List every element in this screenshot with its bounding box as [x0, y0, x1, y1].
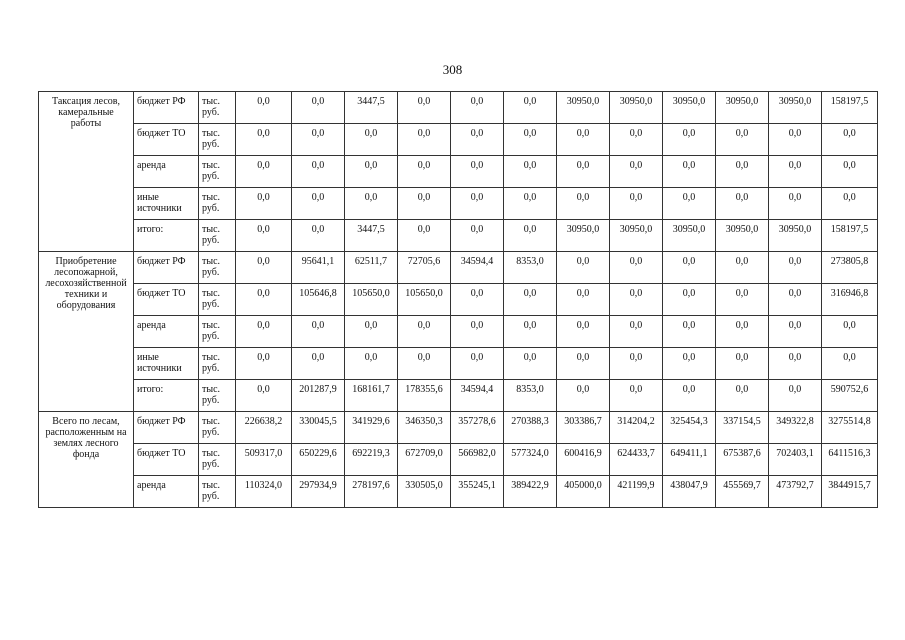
value-cell: 0,0	[557, 252, 610, 284]
value-cell: 0,0	[610, 188, 663, 220]
table-row	[39, 412, 878, 444]
value-cell: 624433,7	[610, 444, 663, 476]
value-cell: 178355,6	[398, 380, 451, 412]
value-cell: 8353,0	[504, 380, 557, 412]
value-cell: 30950,0	[716, 92, 769, 124]
value-cell: 0,0	[451, 156, 504, 188]
value-cell: 0,0	[236, 380, 292, 412]
value-cell: 0,0	[716, 188, 769, 220]
value-cell: 0,0	[557, 188, 610, 220]
table-row	[39, 156, 878, 188]
table-row	[39, 284, 878, 316]
value-cell: 30950,0	[769, 92, 822, 124]
funding-source: бюджет ТО	[134, 444, 199, 476]
value-cell: 0,0	[557, 316, 610, 348]
value-cell: 672709,0	[398, 444, 451, 476]
value-cell: 357278,6	[451, 412, 504, 444]
table-row	[39, 380, 878, 412]
value-cell: 0,0	[610, 284, 663, 316]
value-cell: 0,0	[557, 380, 610, 412]
value-cell: 0,0	[236, 348, 292, 380]
value-cell: 0,0	[292, 188, 345, 220]
unit-cell: тыс. руб.	[199, 188, 236, 220]
value-cell: 473792,7	[769, 476, 822, 508]
value-cell: 0,0	[236, 92, 292, 124]
table-row	[39, 92, 878, 124]
value-cell: 0,0	[504, 284, 557, 316]
value-cell: 297934,9	[292, 476, 345, 508]
unit-cell: тыс. руб.	[199, 252, 236, 284]
value-cell: 325454,3	[663, 412, 716, 444]
value-cell: 0,0	[292, 124, 345, 156]
unit-cell: тыс. руб.	[199, 316, 236, 348]
value-cell: 0,0	[236, 188, 292, 220]
value-cell: 30950,0	[663, 220, 716, 252]
value-cell: 270388,3	[504, 412, 557, 444]
value-cell: 0,0	[451, 220, 504, 252]
funding-source: итого:	[134, 220, 199, 252]
value-cell: 0,0	[769, 188, 822, 220]
value-cell: 0,0	[398, 92, 451, 124]
value-cell: 0,0	[610, 124, 663, 156]
value-cell: 0,0	[716, 252, 769, 284]
value-cell: 34594,4	[451, 380, 504, 412]
value-cell: 303386,7	[557, 412, 610, 444]
value-cell: 30950,0	[557, 220, 610, 252]
total-cell: 158197,5	[822, 220, 878, 252]
value-cell: 692219,3	[345, 444, 398, 476]
value-cell: 0,0	[769, 284, 822, 316]
value-cell: 110324,0	[236, 476, 292, 508]
value-cell: 0,0	[292, 348, 345, 380]
value-cell: 0,0	[345, 188, 398, 220]
total-cell: 3275514,8	[822, 412, 878, 444]
value-cell: 278197,6	[345, 476, 398, 508]
value-cell: 201287,9	[292, 380, 345, 412]
value-cell: 30950,0	[663, 92, 716, 124]
value-cell: 0,0	[663, 284, 716, 316]
total-cell: 0,0	[822, 188, 878, 220]
value-cell: 30950,0	[610, 92, 663, 124]
unit-cell: тыс. руб.	[199, 412, 236, 444]
value-cell: 0,0	[504, 316, 557, 348]
value-cell: 34594,4	[451, 252, 504, 284]
total-cell: 3844915,7	[822, 476, 878, 508]
value-cell: 0,0	[610, 348, 663, 380]
value-cell: 105650,0	[345, 284, 398, 316]
value-cell: 346350,3	[398, 412, 451, 444]
value-cell: 349322,8	[769, 412, 822, 444]
value-cell: 0,0	[345, 348, 398, 380]
value-cell: 0,0	[236, 316, 292, 348]
value-cell: 30950,0	[557, 92, 610, 124]
value-cell: 0,0	[610, 156, 663, 188]
value-cell: 0,0	[716, 316, 769, 348]
value-cell: 0,0	[557, 124, 610, 156]
value-cell: 337154,5	[716, 412, 769, 444]
value-cell: 0,0	[398, 156, 451, 188]
total-cell: 158197,5	[822, 92, 878, 124]
value-cell: 0,0	[769, 380, 822, 412]
value-cell: 675387,6	[716, 444, 769, 476]
value-cell: 0,0	[769, 316, 822, 348]
table-row	[39, 348, 878, 380]
value-cell: 0,0	[451, 316, 504, 348]
value-cell: 0,0	[451, 188, 504, 220]
total-cell: 590752,6	[822, 380, 878, 412]
value-cell: 0,0	[292, 220, 345, 252]
value-cell: 0,0	[451, 348, 504, 380]
value-cell: 0,0	[398, 348, 451, 380]
value-cell: 0,0	[504, 124, 557, 156]
value-cell: 0,0	[769, 156, 822, 188]
value-cell: 455569,7	[716, 476, 769, 508]
value-cell: 0,0	[557, 348, 610, 380]
table-row	[39, 316, 878, 348]
value-cell: 8353,0	[504, 252, 557, 284]
value-cell: 438047,9	[663, 476, 716, 508]
section-title: Всего по лесам, расположенным на землях лесного фонда	[39, 412, 134, 508]
value-cell: 389422,9	[504, 476, 557, 508]
value-cell: 105650,0	[398, 284, 451, 316]
value-cell: 0,0	[557, 156, 610, 188]
section-title: Таксация лесов, камеральные работы	[39, 92, 134, 252]
value-cell: 3447,5	[345, 220, 398, 252]
value-cell: 0,0	[292, 316, 345, 348]
value-cell: 0,0	[345, 316, 398, 348]
value-cell: 0,0	[610, 316, 663, 348]
value-cell: 0,0	[769, 124, 822, 156]
value-cell: 577324,0	[504, 444, 557, 476]
value-cell: 0,0	[236, 284, 292, 316]
value-cell: 0,0	[716, 348, 769, 380]
value-cell: 0,0	[398, 124, 451, 156]
value-cell: 168161,7	[345, 380, 398, 412]
total-cell: 273805,8	[822, 252, 878, 284]
value-cell: 0,0	[236, 124, 292, 156]
value-cell: 650229,6	[292, 444, 345, 476]
value-cell: 0,0	[345, 156, 398, 188]
value-cell: 226638,2	[236, 412, 292, 444]
value-cell: 0,0	[345, 124, 398, 156]
unit-cell: тыс. руб.	[199, 92, 236, 124]
page-number: 308	[442, 62, 463, 77]
total-cell: 0,0	[822, 348, 878, 380]
value-cell: 0,0	[663, 348, 716, 380]
funding-source: аренда	[134, 316, 199, 348]
value-cell: 0,0	[663, 156, 716, 188]
unit-cell: тыс. руб.	[199, 476, 236, 508]
funding-source: бюджет ТО	[134, 124, 199, 156]
value-cell: 649411,1	[663, 444, 716, 476]
funding-source: аренда	[134, 476, 199, 508]
funding-source: иные источники	[134, 188, 199, 220]
section-title: Приобретение лесопожарной, лесохозяйственной техники и оборудования	[39, 252, 134, 412]
value-cell: 702403,1	[769, 444, 822, 476]
unit-cell: тыс. руб.	[199, 444, 236, 476]
value-cell: 0,0	[504, 156, 557, 188]
value-cell: 405000,0	[557, 476, 610, 508]
value-cell: 0,0	[610, 252, 663, 284]
value-cell: 0,0	[769, 252, 822, 284]
unit-cell: тыс. руб.	[199, 124, 236, 156]
total-cell: 0,0	[822, 156, 878, 188]
funding-source: бюджет РФ	[134, 92, 199, 124]
value-cell: 314204,2	[610, 412, 663, 444]
value-cell: 95641,1	[292, 252, 345, 284]
value-cell: 0,0	[610, 380, 663, 412]
value-cell: 0,0	[504, 92, 557, 124]
value-cell: 330045,5	[292, 412, 345, 444]
table-row	[39, 252, 878, 284]
value-cell: 0,0	[504, 220, 557, 252]
funding-source: итого:	[134, 380, 199, 412]
table-row	[39, 188, 878, 220]
value-cell: 0,0	[557, 284, 610, 316]
value-cell: 421199,9	[610, 476, 663, 508]
value-cell: 62511,7	[345, 252, 398, 284]
value-cell: 0,0	[236, 252, 292, 284]
value-cell: 0,0	[236, 156, 292, 188]
value-cell: 0,0	[663, 380, 716, 412]
funding-source: бюджет ТО	[134, 284, 199, 316]
value-cell: 0,0	[504, 348, 557, 380]
unit-cell: тыс. руб.	[199, 156, 236, 188]
value-cell: 0,0	[451, 124, 504, 156]
value-cell: 0,0	[398, 188, 451, 220]
value-cell: 0,0	[236, 220, 292, 252]
value-cell: 3447,5	[345, 92, 398, 124]
table-row	[39, 220, 878, 252]
value-cell: 0,0	[663, 188, 716, 220]
value-cell: 509317,0	[236, 444, 292, 476]
value-cell: 105646,8	[292, 284, 345, 316]
unit-cell: тыс. руб.	[199, 284, 236, 316]
value-cell: 0,0	[292, 156, 345, 188]
value-cell: 0,0	[716, 284, 769, 316]
value-cell: 30950,0	[610, 220, 663, 252]
funding-source: иные источники	[134, 348, 199, 380]
value-cell: 0,0	[663, 124, 716, 156]
value-cell: 330505,0	[398, 476, 451, 508]
funding-source: бюджет РФ	[134, 252, 199, 284]
table-row	[39, 124, 878, 156]
value-cell: 0,0	[716, 156, 769, 188]
unit-cell: тыс. руб.	[199, 348, 236, 380]
value-cell: 30950,0	[769, 220, 822, 252]
value-cell: 0,0	[451, 92, 504, 124]
table-row	[39, 476, 878, 508]
unit-cell: тыс. руб.	[199, 380, 236, 412]
value-cell: 0,0	[398, 316, 451, 348]
value-cell: 0,0	[663, 316, 716, 348]
value-cell: 72705,6	[398, 252, 451, 284]
funding-source: бюджет РФ	[134, 412, 199, 444]
value-cell: 0,0	[716, 124, 769, 156]
table-row	[39, 444, 878, 476]
value-cell: 341929,6	[345, 412, 398, 444]
value-cell: 0,0	[663, 252, 716, 284]
value-cell: 355245,1	[451, 476, 504, 508]
total-cell: 0,0	[822, 124, 878, 156]
unit-cell: тыс. руб.	[199, 220, 236, 252]
budget-table	[38, 91, 878, 508]
total-cell: 6411516,3	[822, 444, 878, 476]
value-cell: 0,0	[504, 188, 557, 220]
total-cell: 0,0	[822, 316, 878, 348]
value-cell: 0,0	[292, 92, 345, 124]
value-cell: 566982,0	[451, 444, 504, 476]
value-cell: 30950,0	[716, 220, 769, 252]
value-cell: 0,0	[451, 284, 504, 316]
value-cell: 0,0	[716, 380, 769, 412]
value-cell: 0,0	[398, 220, 451, 252]
value-cell: 0,0	[769, 348, 822, 380]
total-cell: 316946,8	[822, 284, 878, 316]
funding-source: аренда	[134, 156, 199, 188]
value-cell: 600416,9	[557, 444, 610, 476]
